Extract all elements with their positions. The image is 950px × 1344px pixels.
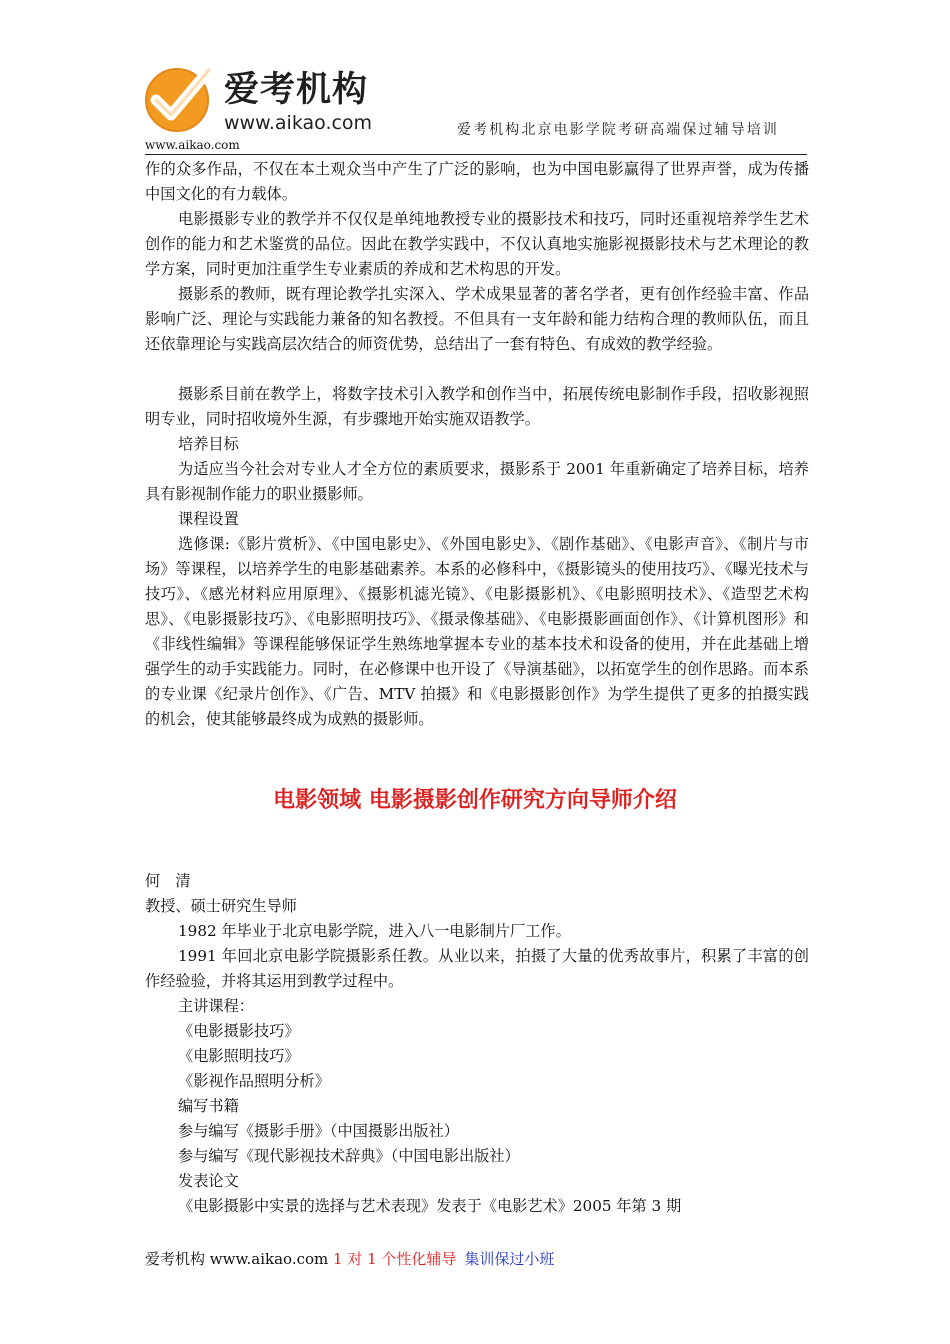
advisor-title: 教授、硕士研究生导师 <box>145 897 297 915</box>
books-label: 编写书籍 <box>178 1097 239 1115</box>
book-item: 参与编写《摄影手册》（中国摄影出版社） <box>178 1122 459 1140</box>
paragraph-digital: 摄影系目前在教学上，将数字技术引入教学和创作当中，拓展传统电影制作手段，招收影视照明专业，同时招收境外生源，有步骤地开始实施双语教学。 <box>145 385 809 428</box>
paragraph-courses: 选修课:《影片赏析》、《中国电影史》、《外国电影史》、《剧作基础》、《电影声音》、《制片与市场》等课程，以培养学生的电影基础素养。本系的必修科中，《摄影镜头的使用技巧》、《曝光技术与技巧》、《感光材料应用原理》、《摄影机滤光镜》、《电影摄影机》、《电影照明技术》、《造型艺术构思》、《电影摄影技巧》、《电影照明技巧》、《摄录像基础》、《电影摄影画面创作》、《计算机图形》和《非线性编辑》等课程能够保证学生熟练地掌握本专业的基本技术和设备的使用，并在此基础上增强学生的动手实践能力。同时，在必修课中也开设了《导演基础》，以拓宽学生的创作思路。而本系的专业课《纪录片创作》、《广告、MTV 拍摄》和《电影摄影创作》为学生提供了更多的拍摄实践的机会，使其能够最终成为成熟的摄影师。 <box>145 535 809 728</box>
header-divider <box>145 154 807 155</box>
paper-item: 《电影摄影中实景的选择与艺术表现》发表于《电影艺术》2005 年第 3 期 <box>178 1197 682 1215</box>
advisor-name: 何 清 <box>145 872 191 890</box>
header-slogan: 爱考机构北京电影学院考研高端保过辅导培训 <box>457 122 779 138</box>
footer <box>145 1248 554 1270</box>
course-item: 《电影照明技巧》 <box>178 1047 300 1065</box>
course-item: 《影视作品照明分析》 <box>178 1072 330 1090</box>
brand-name: 爱考机构 <box>224 70 369 110</box>
subheading-goal: 培养目标 <box>178 435 239 453</box>
book-item: 参与编写《现代影视技术辞典》（中国电影出版社） <box>178 1147 520 1165</box>
advisor-bio-1982: 1982 年毕业于北京电影学院，进入八一电影制片厂工作。 <box>178 922 571 940</box>
footer-class-link[interactable]: 集训保过小班 <box>464 1250 555 1268</box>
papers-label: 发表论文 <box>178 1172 239 1190</box>
footer-tutoring-text: 1 对 1 个性化辅导 <box>333 1250 457 1268</box>
header-site-link[interactable]: www.aikao.com <box>145 138 240 152</box>
subheading-courses: 课程设置 <box>178 510 239 528</box>
paragraph-intro: 作的众多作品，不仅在本土观众当中产生了广泛的影响，也为中国电影赢得了世界声誉，成为传播中国文化的有力载体。 <box>145 160 809 203</box>
footer-site-text: 爱考机构 www.aikao.com <box>145 1250 334 1268</box>
paragraph-goal: 为适应当今社会对专业人才全方位的素质要求，摄影系于 2001 年重新确定了培养目标，培养具有影视制作能力的职业摄影师。 <box>145 460 809 503</box>
paragraph-teaching: 电影摄影专业的教学并不仅仅是单纯地教授专业的摄影技术和技巧，同时还重视培养学生艺术创作的能力和艺术鉴赏的品位。因此在教学实践中，不仅认真地实施影视摄影技术与艺术理论的教学方案，同时更加注重学生专业素质的养成和艺术构思的开发。 <box>145 210 809 278</box>
courses-label: 主讲课程： <box>178 997 254 1015</box>
advisor-bio-1991: 1991 年回北京电影学院摄影系任教。从业以来，拍摄了大量的优秀故事片，积累了丰富的创作经验验，并将其运用到教学过程中。 <box>145 947 809 990</box>
course-item: 《电影摄影技巧》 <box>178 1022 300 1040</box>
section-heading: 电影领域 电影摄影创作研究方向导师介绍 <box>273 788 677 813</box>
brand-url: www.aikao.com <box>224 112 373 134</box>
checkmark-logo-icon <box>143 62 215 134</box>
paragraph-faculty: 摄影系的教师，既有理论教学扎实深入、学术成果显著的著名学者，更有创作经验丰富、作品影响广泛、理论与实践能力兼备的知名教授。不但具有一支年龄和能力结构合理的教师队伍，而且还依靠理论与实践高层次结合的师资优势，总结出了一套有特色、有成效的教学经验。 <box>145 285 809 353</box>
